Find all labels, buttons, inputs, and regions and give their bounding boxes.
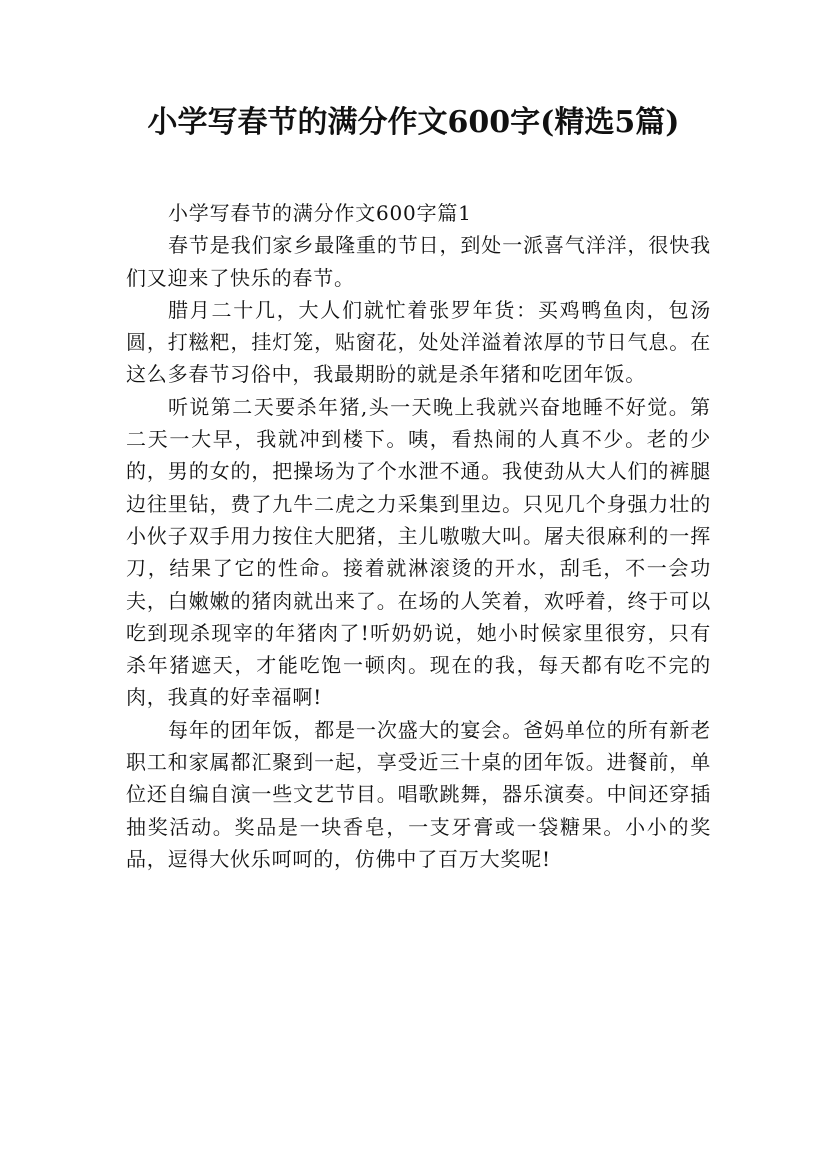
section-heading: 小学写春节的满分作文600字篇1 — [168, 201, 472, 225]
document-body — [126, 197, 711, 875]
paragraph-4: 每年的团年饭，都是一次盛大的宴会。爸妈单位的所有新老职工和家属都汇聚到一起，享受近三十桌的团年饭。进餐前，单位还自编自演一些文艺节目。唱歌跳舞，器乐演奏。中间还穿插抽奖活动。奖品是一块香皂，一支牙膏或一袋糖果。小小的奖品，逗得大伙乐呵呵的，仿佛中了百万大奖呢! — [126, 717, 711, 871]
document-title: 小学写春节的满分作文600字(精选5篇) — [147, 105, 680, 140]
paragraph-2: 腊月二十几，大人们就忙着张罗年货：买鸡鸭鱼肉，包汤圆，打糍粑，挂灯笼，贴窗花，处处洋溢着浓厚的节日气息。在这么多春节习俗中，我最期盼的就是杀年猪和吃团年饭。 — [126, 297, 711, 387]
paragraph-3: 听说第二天要杀年猪,头一天晚上我就兴奋地睡不好觉。第二天一大早，我就冲到楼下。咦，看热闹的人真不少。老的少的，男的女的，把操场为了个水泄不通。我使劲从大人们的裤腿边往里钻，费了九牛二虎之力采集到里边。只见几个身强力壮的小伙子双手用力按住大肥猪，主儿嗷嗷大叫。屠夫很麻利的一挥刀，结果了它的性命。接着就淋滚烫的开水，刮毛，不一会功夫，白嫩嫩的猪肉就出来了。在场的人笑着，欢呼着，终于可以吃到现杀现宰的年猪肉了!听奶奶说，她小时候家里很穷，只有杀年猪遮天，才能吃饱一顿肉。现在的我，每天都有吃不完的肉，我真的好幸福啊! — [126, 394, 711, 710]
paragraph-1: 春节是我们家乡最隆重的节日，到处一派喜气洋洋，很快我们又迎来了快乐的春节。 — [126, 233, 711, 290]
